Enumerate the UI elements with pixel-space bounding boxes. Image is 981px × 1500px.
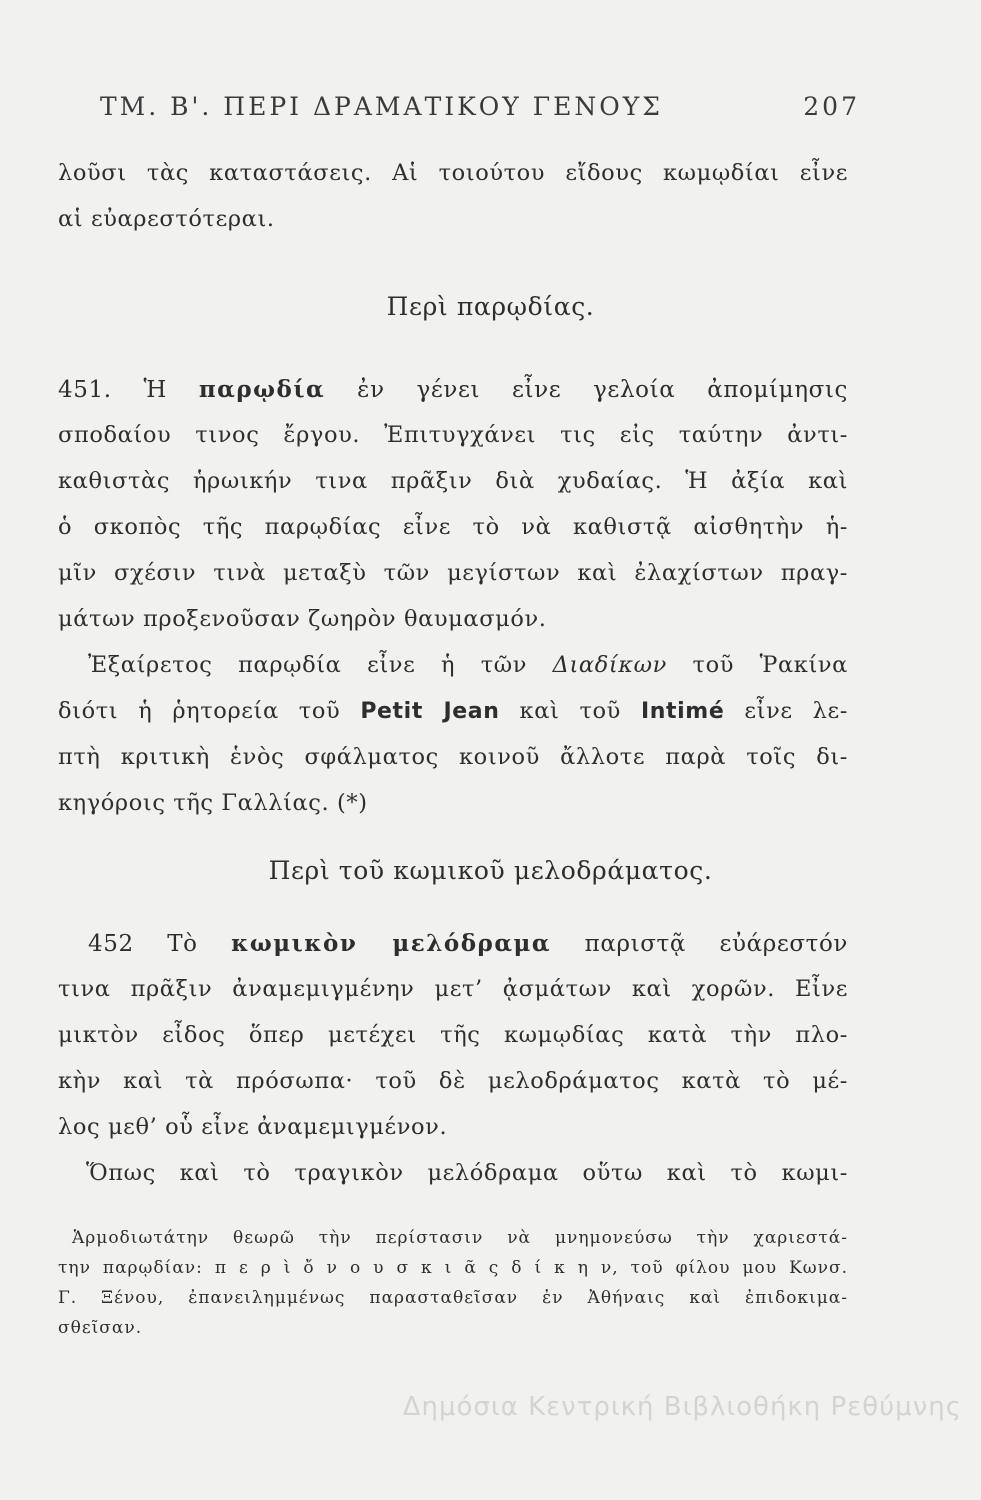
paragraph-line: Ὅπως καὶ τὸ τραγικὸν μελόδραμα οὕτω καὶ τὸ κωμι- (86, 1160, 848, 1186)
footnote-line: σθεῖσαν. (58, 1318, 143, 1338)
running-header (100, 92, 860, 121)
paragraph-line: σποδαίου τινος ἔργου. Ἐπιτυγχάνει τις εἰς ταύτην ἀντι- (58, 422, 848, 448)
header-title: ΤΜ. Β'. ΠΕΡΙ ΔΡΑΜΑΤΙΚΟΥ ΓΕΝΟΥΣ (100, 92, 663, 121)
paragraph-text: ἐν γένει εἶνε γελοία ἀπομίμησις (357, 377, 848, 403)
name-intime: Intimé (640, 699, 725, 724)
article-word: Ἡ (143, 377, 167, 403)
library-watermark: Δημόσια Κεντρική Βιβλιοθήκη Ρεθύμνης (402, 1392, 962, 1422)
work-title: Διαδίκων (552, 652, 667, 678)
paragraph-451-first-line (58, 376, 848, 403)
page-number: 207 (803, 92, 860, 121)
paragraph-text: παριστᾷ εὐάρεστόν (584, 931, 848, 957)
section-heading-parody: Περὶ παρῳδίας. (386, 292, 595, 321)
paragraph-text: διότι ἡ ῥητορεία τοῦ (58, 698, 341, 724)
paragraph-racine-line-2 (58, 698, 848, 724)
intro-line-2: αἱ εὐαρεστότεραι. (58, 206, 275, 232)
paragraph-line: κηγόροις τῆς Γαλλίας. (*) (58, 790, 368, 816)
paragraph-452-first-line (88, 930, 848, 957)
intro-line-1: λοῦσι τὰς καταστάσεις. Αἱ τοιούτου εἴδους κωμῳδίαι εἶνε (58, 160, 848, 186)
name-petit-jean: Petit Jean (360, 699, 500, 724)
paragraph-text: τοῦ Ῥακίνα (692, 652, 848, 678)
article-word: Τὸ (167, 931, 198, 957)
paragraph-line: ὁ σκοπὸς τῆς παρῳδίας εἶνε τὸ νὰ καθιστᾷ αἰσθητὴν ἡ- (58, 514, 848, 540)
paragraph-text: καὶ τοῦ (519, 698, 621, 724)
paragraph-number: 451. (58, 377, 112, 403)
paragraph-line: καθιστὰς ἡρωικήν τινα πρᾶξιν διὰ χυδαίας. Ἡ ἀξία καὶ (58, 468, 848, 494)
paragraph-line: μικτὸν εἶδος ὅπερ μετέχει τῆς κωμῳδίας κατὰ τὴν πλο- (58, 1022, 848, 1048)
term-parody: παρῳδία (198, 376, 326, 403)
paragraph-racine-line-1 (88, 652, 848, 678)
paragraph-line: μῖν σχέσιν τινὰ μεταξὺ τῶν μεγίστων καὶ ἐλαχίστων πραγ- (58, 560, 848, 586)
term-comic-melodrama: κωμικὸν μελόδραμα (231, 930, 552, 957)
section-heading-comic-melodrama: Περὶ τοῦ κωμικοῦ μελοδράματος. (268, 856, 713, 885)
paragraph-line: λος μεθ’ οὗ εἶνε ἀναμεμιγμένον. (58, 1114, 448, 1140)
paragraph-line: πτὴ κριτικὴ ἑνὸς σφάλματος κοινοῦ ἄλλοτε παρὰ τοῖς δι- (58, 744, 848, 770)
paragraph-line: κὴν καὶ τὰ πρόσωπα· τοῦ δὲ μελοδράματος κατὰ τὸ μέ- (58, 1068, 848, 1094)
paragraph-text: εἶνε λε- (744, 698, 848, 724)
paragraph-line: τινα πρᾶξιν ἀναμεμιγμένην μετ’ ᾀσμάτων καὶ χορῶν. Εἶνε (58, 976, 848, 1002)
footnote-line: Ἁρμοδιωτάτην θεωρῶ τὴν περίστασιν νὰ μνημονεύσω τὴν χαριεστά- (72, 1228, 848, 1248)
paragraph-line: μάτων προξενοῦσαν ζωηρὸν θαυμασμόν. (58, 606, 547, 632)
footnote-line: Γ. Ξένου, ἐπανειλημμένως παρασταθεῖσαν ἐν Ἀθήναις καὶ ἐπιδοκιμα- (58, 1288, 848, 1308)
footnote-line: την παρῳδίαν: π ε ρ ὶ ὄ ν ο υ σ κ ι ᾶ ς δ ί κ η ν, τοῦ φίλου μου Κωνσ. (58, 1258, 848, 1278)
paragraph-number: 452 (88, 931, 134, 957)
paragraph-text: Ἐξαίρετος παρῳδία εἶνε ἡ τῶν (88, 652, 527, 678)
